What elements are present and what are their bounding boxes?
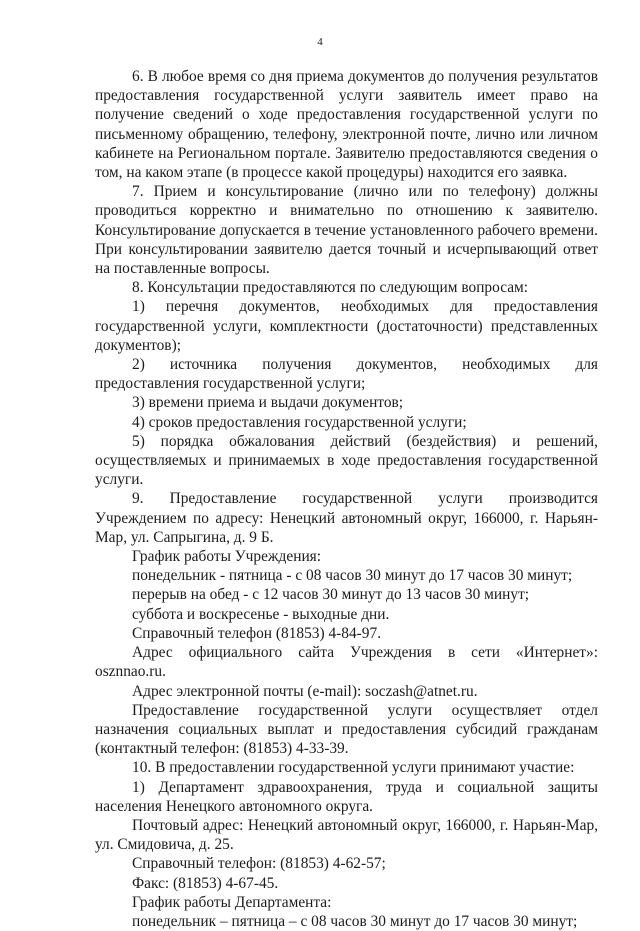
paragraph-9: 9. Предоставление государственной услуги производится Учреждением по адресу: Ненецкий автономный округ, 166000, г. Нарьян-Мар, ул. Сапрыгина, д. 9 Б. — [95, 490, 598, 546]
schedule-heading-institution: График работы Учреждения: — [132, 548, 322, 566]
paragraph-7: 7. Прием и консультирование (лично или по телефону) должны проводиться корректно и внимательно по отношению к заявителю. Консультирование допускается в течение установленного рабочего времени. При консультировании заявителю дается точный и исчерпывающий ответ на поставленные вопросы. — [95, 183, 598, 278]
department-schedule-weekdays: понедельник – пятница – с 08 часов 30 минут до 17 часов 30 минут; — [132, 912, 578, 930]
department-phone: Справочный телефон: (81853) 4-62-57; — [132, 855, 386, 873]
department-postal-address: Почтовый адрес: Ненецкий автономный округ, 166000, г. Нарьян-Мар, ул. Смидовича, д. 25. — [95, 816, 598, 854]
list-item-8-2: 2) источника получения документов, необходимых для предоставления государственной услуги; — [95, 356, 598, 393]
page-number: 4 — [317, 36, 323, 48]
paragraph-8: 8. Консультации предоставляются по следующим вопросам: — [132, 279, 529, 297]
list-item-8-3: 3) времени приема и выдачи документов; — [132, 394, 404, 412]
service-department-note: Предоставление государственной услуги осуществляет отдел назначения социальных выплат и предоставления субсидий гражданам (контактный телефон: (81853) 4-33-39. — [95, 701, 598, 758]
paragraph-10: 10. В предоставлении государственной услуги принимают участие: — [132, 759, 575, 777]
department-fax: Факс: (81853) 4-67-45. — [132, 874, 279, 892]
institution-email: Адрес электронной почты (e-mail): soczash@atnet.ru. — [132, 682, 478, 700]
paragraph-6: 6. В любое время со дня приема документов до получения результатов предоставления государственной услуги заявитель имеет право на получение сведений о ходе предоставления государственной услуги по письменному обращению, телефону, электронной почте, лично или личном кабинете на Региональном портале. Заявителю предоставляются сведения о том, на каком этапе (в процессе какой процедуры) находится его заявка. — [95, 68, 598, 182]
schedule-lunch: перерыв на обед - с 12 часов 30 минут до 13 часов 30 минут; — [132, 586, 530, 604]
schedule-weekdays: понедельник - пятница - с 08 часов 30 минут до 17 часов 30 минут; — [132, 567, 573, 585]
list-item-8-4: 4) сроков предоставления государственной услуги; — [132, 413, 467, 431]
document-body — [95, 67, 598, 931]
list-item-8-5: 5) порядка обжалования действий (бездействия) и решений, осуществляемых и принимаемых в ходе предоставления государственной услуги. — [95, 432, 598, 489]
schedule-heading-department: График работы Департамента: — [132, 893, 332, 911]
list-item-8-1: 1) перечня документов, необходимых для предоставления государственной услуги, комплектности (достаточности) представленных документов); — [95, 298, 598, 354]
institution-phone: Справочный телефон (81853) 4-84-97. — [132, 624, 382, 642]
schedule-weekend: суббота и воскресенье - выходные дни. — [132, 605, 390, 623]
list-item-10-1: 1) Департамент здравоохранения, труда и социальной защиты населения Ненецкого автономного округа. — [95, 778, 598, 815]
institution-website: Адрес официального сайта Учреждения в сети «Интернет»: osznnao.ru. — [95, 644, 598, 681]
